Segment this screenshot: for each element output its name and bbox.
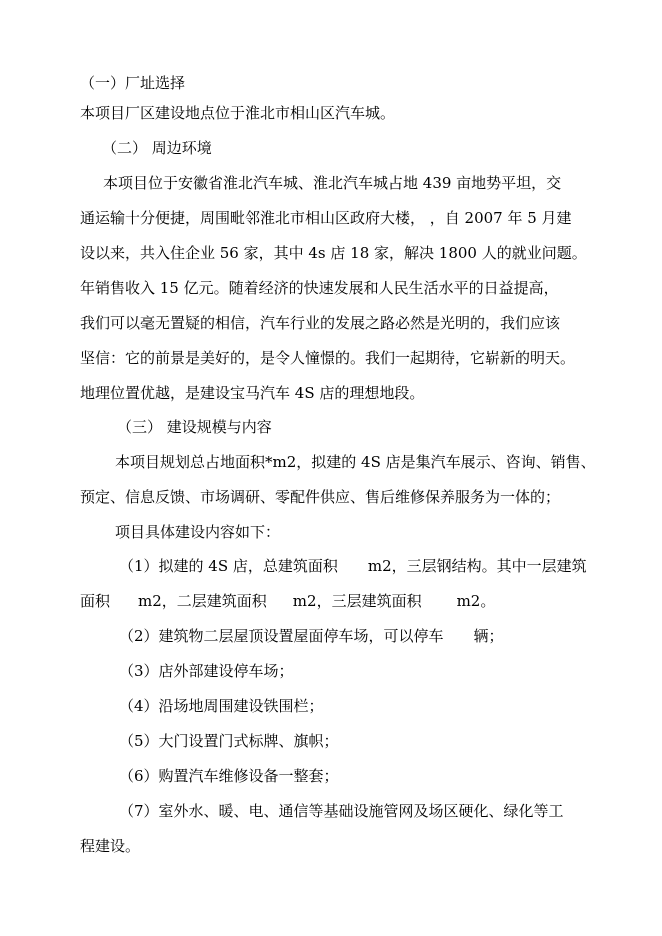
surroundings-line-3: 设以来，共入住企业 56 家，其中 4s 店 18 家，解决 1800 人的就业问题。: [80, 244, 587, 262]
list-item-1-line-1: （1）拟建的 4S 店，总建筑面积 m2，三层钢结构。其中一层建筑: [119, 557, 587, 575]
section-heading-scale-content: （三） 建设规模与内容: [117, 418, 272, 436]
surroundings-line-5: 我们可以毫无置疑的相信，汽车行业的发展之路必然是光明的，我们应该: [80, 314, 561, 332]
section-heading-site-selection: （一）厂址选择: [80, 74, 186, 92]
list-item-3: （3）店外部建设停车场；: [119, 662, 294, 680]
list-item-7-line-1: （7）室外水、暖、电、通信等基础设施管网及场区硬化、绿化等工: [119, 802, 564, 820]
section-heading-surroundings: （二） 周边环境: [102, 139, 212, 157]
surroundings-line-4: 年销售收入 15 亿元。随着经济的快速发展和人民生活水平的日益提高，: [80, 279, 559, 297]
content-list-intro: 项目具体建设内容如下：: [115, 523, 281, 541]
list-item-6: （6）购置汽车维修设备一整套；: [119, 767, 339, 785]
surroundings-line-6: 坚信：它的前景是美好的，是令人憧憬的。我们一起期待，它崭新的明天。: [80, 349, 576, 367]
scale-intro-line-1: 本项目规划总占地面积*m2，拟建的 4S 店是集汽车展示、咨询、销售、: [115, 453, 596, 471]
surroundings-line-1: 本项目位于安徽省淮北汽车城、淮北汽车城占地 439 亩地势平坦，交: [103, 174, 562, 192]
list-item-5: （5）大门设置门式标牌、旗帜；: [119, 732, 339, 750]
list-item-7-line-2: 程建设。: [80, 837, 141, 855]
site-location-paragraph: 本项目厂区建设地点位于淮北市相山区汽车城。: [80, 104, 396, 122]
scale-intro-line-2: 预定、信息反馈、市场调研、零配件供应、售后维修保养服务为一体的；: [80, 488, 561, 506]
list-item-1-line-2: 面积 m2，二层建筑面积 m2，三层建筑面积 m2。: [80, 592, 496, 610]
list-item-2: （2）建筑物二层屋顶设置屋面停车场，可以停车 辆；: [119, 627, 504, 645]
list-item-4: （4）沿场地周围建设铁围栏；: [119, 697, 324, 715]
surroundings-line-7: 地理位置优越，是建设宝马汽车 4S 店的理想地段。: [80, 384, 425, 402]
surroundings-line-2: 通运输十分便捷，周围毗邻淮北市相山区政府大楼， ，自 2007 年 5 月建: [80, 209, 572, 227]
